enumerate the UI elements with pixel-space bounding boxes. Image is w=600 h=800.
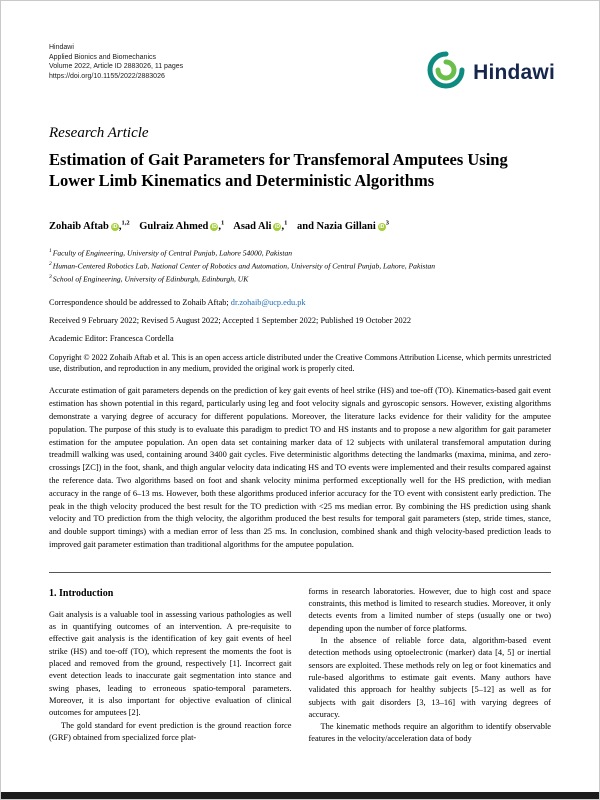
affiliations-block	[49, 246, 551, 286]
authors-line	[49, 219, 551, 232]
volume-line: Volume 2022, Article ID 2883026, 11 pages	[49, 63, 184, 70]
orcid-icon[interactable]: iD	[112, 223, 118, 230]
affiliation-text: School of Engineering, University of Edinburgh, Edinburgh, UK	[52, 274, 249, 284]
author-affil-marker: 1	[284, 219, 288, 226]
copyright-text: Copyright © 2022 Zohaib Aftab et al. This is an open access article distributed under the Creative Commons Attribution License, which permits unrestricted use, distribution, and reproduction in any medium, provided the original work is properly cited.	[49, 353, 551, 374]
affiliation	[49, 272, 551, 285]
correspondence-email-link[interactable]: dr.zohaib@ucp.edu.pk	[230, 298, 306, 308]
author-separator: ,	[218, 220, 221, 232]
publisher-name: Hindawi	[49, 44, 74, 51]
author-affil-marker: 1	[220, 219, 225, 226]
section-divider	[49, 572, 551, 573]
author-name: and Nazia Gillani	[296, 220, 376, 232]
affiliation	[49, 246, 551, 259]
author	[297, 221, 389, 232]
hindawi-logo-icon	[427, 51, 465, 94]
affiliation-marker: 1	[49, 247, 52, 254]
paragraph: Gait analysis is a valuable tool in assessing various pathologies as well as in quantifying outcomes of an intervention. A pre-requisite to effective gait analysis is the identification of key gait events of heel strike (HS) and toe-off (TO), which represent the moments the foot is placed and removed from the ground, respectively [1]. Incorrect gait event detection leads to inaccurate gait segmentation into stance and swing phases, leading to erroneous spatio-temporal parameters. Moreover, it is also important for objective evaluation of clinical outcomes for amputees [2].	[49, 609, 292, 718]
article-history-line: Received 9 February 2022; Revised 5 August 2022; Accepted 1 September 2022; Published 19 October 2022	[49, 316, 412, 326]
orcid-icon[interactable]: iD	[211, 223, 217, 230]
author-affil-marker: 3	[385, 219, 389, 226]
paragraph: The gold standard for event prediction is the ground reaction force (GRF) obtained from specialized force plat-	[49, 720, 292, 742]
author	[139, 221, 224, 232]
hindawi-logo	[427, 51, 555, 94]
two-column-body	[49, 586, 551, 776]
hindawi-logo-wordmark: Hindawi	[473, 60, 555, 84]
author-name: Asad Ali	[233, 220, 272, 232]
article-type: Research Article	[49, 125, 149, 141]
journal-name: Applied Bionics and Biomechanics	[49, 53, 157, 61]
author-name: Zohaib Aftab	[49, 220, 109, 232]
affiliation-text: Faculty of Engineering, University of Central Punjab, Lahore 54000, Pakistan	[52, 248, 293, 258]
viewer-bottom-bar	[1, 792, 599, 799]
page-content	[1, 1, 599, 776]
author	[49, 221, 130, 232]
paragraph: forms in research laboratories. However, due to high cost and space constraints, this method is limited to research studies. Moreover, it only detects events from a limited number of steps (usually one or two) depending upon the number of force platforms.	[308, 586, 551, 633]
doi-link[interactable]: https://doi.org/10.1155/2022/2883026	[49, 72, 165, 80]
author-name: Gulraiz Ahmed	[139, 220, 209, 232]
section-heading-introduction: 1. Introduction	[49, 587, 114, 599]
paragraph: The kinematic methods require an algorithm to identify observable features in the velocity/acceleration data of body	[308, 722, 551, 744]
affiliation-text: Human-Centered Robotics Lab, National Center of Robotics and Automation, University of Central Punjab, Lahore, Pakistan	[52, 261, 436, 271]
author-affil-marker: 1,2	[121, 219, 130, 226]
correspondence-text: Correspondence should be addressed to Zohaib Aftab;	[49, 298, 231, 308]
article-title: Estimation of Gait Parameters for Transfemoral Amputees Using Lower Limb Kinematics and Deterministic Algorithms	[49, 150, 508, 190]
orcid-icon[interactable]: iD	[274, 223, 280, 230]
author	[233, 221, 287, 232]
orcid-icon[interactable]: iD	[379, 223, 385, 230]
abstract-text: Accurate estimation of gait parameters depends on the prediction of key gait events of heel strike (HS) and toe-off (TO). Kinematics-based gait event estimation has shown potential in this regard, particularly using leg and foot velocity signals and gyroscopic sensors. However, existing algorithms demonstrate a varying degree of accuracy for different populations. Moreover, the literature lacks evidence for their validity for the amputee population. The purpose of this study is to evaluate this paradigm to predict TO and HS instants and to propose a new algorithm for gait parameter estimation for the amputee population. An open data set containing marker data of 12 subjects with unilateral transfemoral amputation during treadmill walking was used, containing around 3400 gait cycles. Five deterministic algorithms detecting the landmarks (maxima, minima, and zero-crossings [ZC]) in the foot, shank, and thigh angular velocity data indicating HS and TO events were implemented and their results compared against the reference data. Two algorithms based on foot and shank velocity minima performed exceptionally well for the HS prediction, with median accuracy in the range of 6–13 ms. However, both these algorithms produced inferior accuracy for the TO event with consistent early prediction. The peak in the thigh velocity produced the best result for the TO prediction with <25 ms median error. By combining the HS prediction using shank velocity and TO prediction from the thigh velocity, the algorithm produced the best results for temporal gait parameters (step, stride times, stance, and double support timings) with a median error of less than 25 ms. In conclusion, combined shank and thigh velocity-based prediction leads to improved gait parameter estimation than traditional algorithms for the amputee population.	[49, 386, 551, 550]
affiliation-marker: 2	[49, 260, 52, 267]
academic-editor-line: Academic Editor: Francesca Cordella	[49, 334, 174, 344]
author-separator: ,	[118, 220, 122, 232]
intro-column-left	[49, 586, 292, 776]
affiliation-marker: 3	[49, 274, 52, 281]
correspondence-line	[49, 298, 551, 307]
intro-column-right	[309, 586, 552, 776]
affiliation	[49, 259, 551, 272]
author-separator: ,	[281, 220, 285, 232]
paragraph: In the absence of reliable force data, algorithm-based event detection methods using optoelectronic (marker) data [4, 5] or inertial sensors are exploited. These methods rely on leg or foot kinematics and rule-based algorithms to estimate gait events. Many authors have validated this approach for healthy subjects [5–12] as well as for subjects with gait disorders [3, 13–16] with varying degrees of accuracy.	[308, 636, 551, 719]
